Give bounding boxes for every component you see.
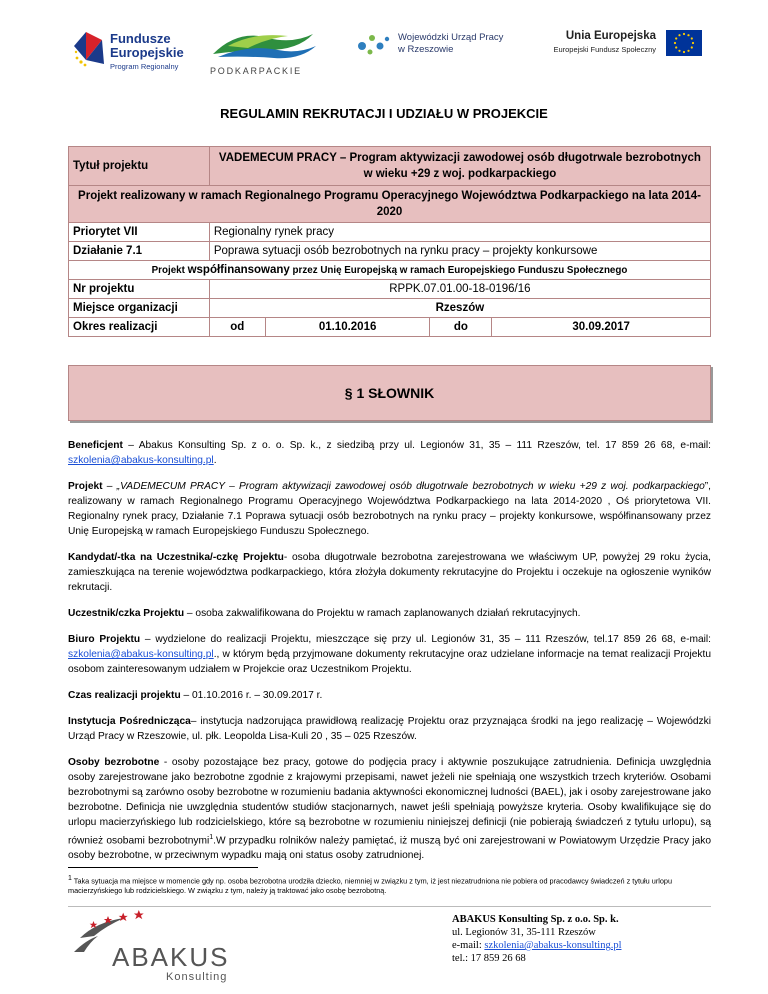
text-uczestnik: – osoba zakwalifikowana do Projektu w ramach zaplanowanych działań rekrutacyjnych.	[184, 608, 581, 619]
footnote-number: 1	[68, 875, 72, 882]
text-projekt: ”, realizowany w ramach Regionalnego Programu Operacyjnego Województwa Podkarpackiego na lata 2014-2020 , Oś priorytetowa VII. Regionalny rynek pracy, Działanie 7.1 Poprawa sytuacji osób bezrobotnych na rynku pracy – projekty konkursowe, współfinansowany przez Unię Europejską w ramach Europejskiego Funduszu Społecznego.	[68, 481, 712, 537]
abakus-logo	[66, 910, 266, 984]
text-kandydat: - osoba długotrwale bezrobotna zarejestrowana we właściwym UP, powyżej 29 roku życia, zamieszkująca na terenie województwa podkarpackiego, która złożyła dokumenty rekrutacyjne do Projektu i oczekuje na ogłoszenie wyników rekrutacji.	[68, 552, 711, 593]
footer-email-line	[452, 939, 712, 952]
eu-flag-icon	[666, 30, 702, 56]
table-row-miejsce	[69, 299, 711, 318]
logo1-line3: Program Regionalny	[110, 62, 179, 71]
tytul-value: VADEMECUM PRACY – Program aktywizacji zawodowej osób długotrwale bezrobotnych w wieku +29 z woj. podkarpackiego	[209, 147, 710, 186]
dzialanie-value: Poprawa sytuacji osób bezrobotnych na rynku pracy – projekty konkursowe	[209, 242, 710, 261]
podkarpackie-logo	[208, 24, 318, 76]
ramach-text: Projekt realizowany w ramach Regionalnego Programu Operacyjnego Województwa Podkarpackiego na lata 2014-2020	[69, 186, 711, 223]
term-beneficjent: Beneficjent	[68, 440, 123, 451]
footer-address: ul. Legionów 31, 35-111 Rzeszów	[452, 927, 596, 938]
table-row-priorytet	[69, 223, 711, 242]
email-link[interactable]: szkolenia@abakus-konsulting.pl	[68, 455, 214, 466]
table-row-okres	[69, 318, 711, 337]
logo3-line2: w Rzeszowie	[398, 44, 454, 55]
wspolfin-word: współfinansowany	[187, 263, 290, 276]
text-instytucja: – instytucja nadzorująca prawidłową realizację Projektu oraz przyznająca środki na jego realizację – Wojewódzki Urząd Pracy w Rzeszowie, ul. płk. Leopolda Lisa-Kuli 20 , 35 – 025 Rzeszów.	[68, 716, 711, 742]
okres-od-date: 01.10.2016	[265, 318, 430, 337]
definitions-body	[68, 438, 711, 863]
document-title: REGULAMIN REKRUTACJI I UDZIAŁU W PROJEKCIE	[220, 106, 548, 121]
table-row-nr	[69, 280, 711, 299]
tytul-label: Tytuł projektu	[69, 147, 210, 186]
text-osoby: - osoby pozostające bez pracy, gotowe do podjęcia pracy i aktywnie poszukujące zatrudnienia. Definicja uwzględnia osoby zarejestrowane jako bezrobotne zgodnie z krajowymi przepisami, nawet jeżeli nie spełniają one wszystkich trzech kryteriów. Osobami bezrobotnymi są zarówno osoby bezrobotne w rozumieniu badania aktywności ekonomicznej ludności (BAEL), jak i osoby zarejestrowane jako bezrobotne. Definicja nie uwzględnia studentów studiów stacjonarnych, nawet jeśli spełniają powyższe kryteria. Osoby kwalifikujące się do urlopu macierzyńskiego lub rodzicielskiego, które są bezrobotne w rozumieniu niniejszej definicji (nie pobierają świadczeń z tytułu urlopu), są również osobami bezrobotnymi	[68, 757, 711, 847]
text-osoby-2: .W przypadku rolników należy pamiętać, iż muszą być oni zarejestrowani w Powiatowym Urzędzie Pracy jako osoby bezrobotne, w przeciwnym wypadku mają oni status osoby zatrudnionej.	[68, 835, 711, 862]
header-logos	[0, 18, 768, 88]
table-row-tytul	[69, 147, 711, 186]
okres-do-date: 30.09.2017	[492, 318, 711, 337]
footer-separator	[68, 906, 711, 907]
logo3-line1: Wojewódzki Urząd Pracy	[398, 32, 504, 43]
fundusze-europejskie-emblem-icon	[72, 30, 106, 68]
section-title: § 1 SŁOWNIK	[344, 385, 435, 401]
project-info-table	[68, 146, 711, 337]
wspolfin-prefix: Projekt	[151, 264, 188, 276]
text-projekt-dash: –	[102, 481, 117, 492]
term-biuro: Biuro Projektu	[68, 634, 141, 645]
definition-uczestnik	[68, 606, 711, 621]
definition-biuro	[68, 632, 711, 677]
priorytet-label: Priorytet VII	[69, 223, 210, 242]
footnote	[68, 874, 711, 896]
nr-value: RPPK.07.01.00-18-0196/16	[209, 280, 710, 299]
text-czas: – 01.10.2016 r. – 30.09.2017 r.	[180, 690, 323, 701]
logo1-line1: Fundusze	[110, 31, 171, 46]
definition-osoby-bezrobotne	[68, 755, 711, 863]
footer-tel: tel.: 17 859 26 68	[452, 953, 526, 964]
table-row-wspolfinansowany	[69, 261, 711, 280]
okres-label: Okres realizacji	[69, 318, 210, 337]
abakus-logo-name: ABAKUS	[112, 942, 230, 972]
footer-email-link[interactable]: szkolenia@abakus-konsulting.pl	[484, 940, 622, 951]
definition-czas	[68, 688, 711, 703]
abakus-logo-icon	[66, 910, 266, 984]
text-beneficjent: – Abakus Konsulting Sp. z o. o. Sp. k., z siedzibą przy ul. Legionów 31, 35 – 111 Rzeszów, tel. 17 859 26 68, e-mail:	[122, 440, 711, 451]
term-projekt: Projekt	[68, 481, 103, 492]
definition-beneficjent	[68, 438, 711, 468]
okres-do: do	[430, 318, 492, 337]
text-projekt-italic: „VADEMECUM PRACY – Program aktywizacji zawodowej osób długotrwale bezrobotnych w wieku +29 z woj. podkarpackiego	[116, 481, 705, 492]
wspolfin-suffix: przez Unię Europejską w ramach Europejskiego Funduszu Społecznego	[289, 264, 628, 276]
email-link[interactable]: szkolenia@abakus-konsulting.pl	[68, 649, 214, 660]
footer-contact	[452, 913, 712, 965]
term-instytucja: Instytucja Pośrednicząca	[68, 716, 191, 727]
logo4-line1: Unia Europejska	[565, 30, 656, 42]
wup-emblem-icon	[354, 30, 394, 60]
logo2-label: PODKARPACKIE	[210, 66, 302, 76]
footnote-ref[interactable]: 1	[209, 834, 214, 841]
dzialanie-label: Działanie 7.1	[69, 242, 210, 261]
text-beneficjent-end: .	[213, 455, 217, 466]
term-kandydat: Kandydat/-tka na Uczestnika/-czkę Projektu	[68, 552, 284, 563]
term-uczestnik: Uczestnik/czka Projektu	[68, 608, 185, 619]
logo1-line2: Europejskie	[110, 45, 184, 60]
table-row-dzialanie	[69, 242, 711, 261]
definition-instytucja	[68, 714, 711, 744]
definition-projekt	[68, 479, 711, 539]
podkarpackie-hills-icon	[208, 24, 318, 64]
term-czas: Czas realizacji projektu	[68, 690, 181, 701]
wup-rzeszow-logo	[354, 30, 504, 65]
logo4-line2: Europejski Fundusz Społeczny	[553, 45, 656, 54]
footer-company: ABAKUS Konsulting Sp. z o.o. Sp. k.	[452, 914, 619, 925]
wspolfinansowany-text	[69, 261, 711, 280]
footnote-text: Taka sytuacja ma miejsce w momencie gdy np. osoba bezrobotna urodziła dziecko, niemniej w związku z tym, iż jest niezatrudniona nie pobiera od pracodawcy świadczeń z tytułu urlopu macierzyńskiego lub rodzicielskiego. W związku z tym, należy ją traktować jako osobę bezrobotną.	[68, 876, 673, 896]
miejsce-label: Miejsce organizacji	[69, 299, 210, 318]
section-header	[68, 365, 711, 421]
text-biuro: – wydzielone do realizacji Projektu, mieszczące się przy ul. Legionów 31, 35 – 111 Rzeszów, tel.17 859 26 68, e-mail:	[140, 634, 711, 645]
footer-email-label: e-mail:	[452, 940, 485, 951]
term-osoby: Osoby bezrobotne	[68, 757, 160, 768]
text-biuro-2: ., w którym będą przyjmowane dokumenty rekrutacyjne oraz udzielane informacje na temat realizacji Projektu osobom zainteresowanym udziałem w Projekcie oraz Uczestnikom Projektu.	[68, 649, 711, 675]
miejsce-value: Rzeszów	[209, 299, 710, 318]
nr-label: Nr projektu	[69, 280, 210, 299]
table-row-ramach	[69, 186, 711, 223]
okres-od: od	[209, 318, 265, 337]
definition-kandydat	[68, 550, 711, 595]
footnote-separator	[68, 867, 258, 868]
priorytet-value: Regionalny rynek pracy	[209, 223, 710, 242]
abakus-logo-sub: Konsulting	[166, 971, 228, 983]
